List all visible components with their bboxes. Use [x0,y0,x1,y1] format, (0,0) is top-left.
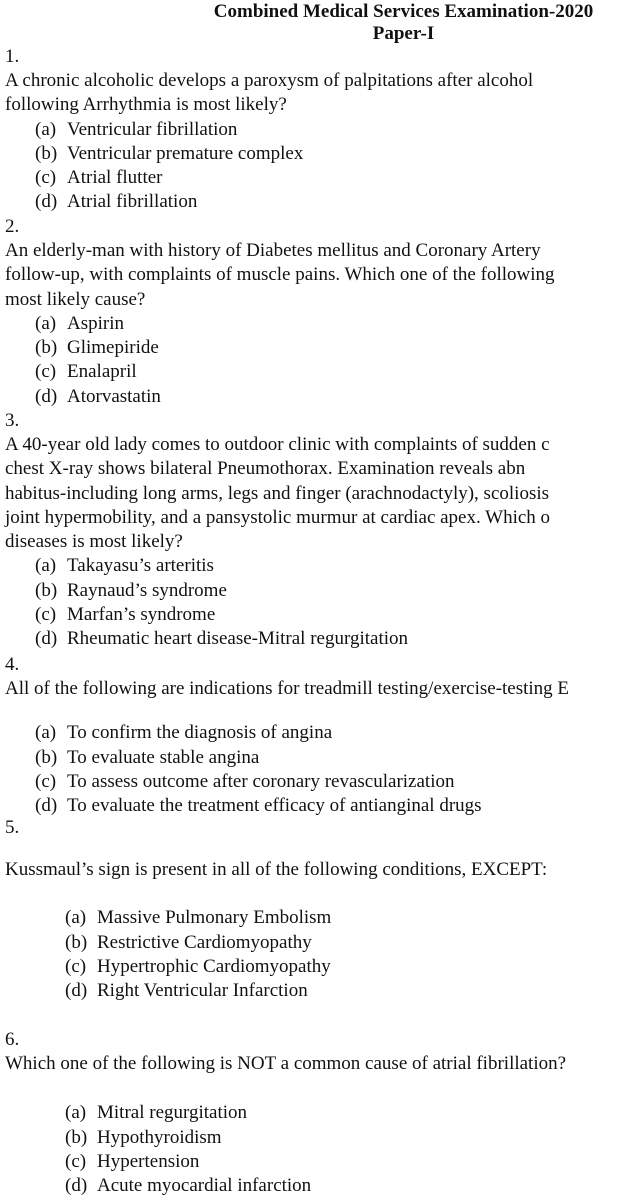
option-text: Ventricular fibrillation [67,118,238,140]
question-text-line: habitus-including long arms, legs and finger (arachnodactyly), scoliosis [5,482,550,504]
option-label: (d) [35,191,58,213]
option-text: Atrial flutter [67,167,163,189]
question-text-line: chest X-ray shows bilateral Pneumothorax. Examination reveals abn [5,458,526,480]
question-text-line: diseases is most likely? [5,531,183,553]
question-6 [5,1028,622,1198]
option-b [35,336,622,360]
option-text: Restrictive Cardiomyopathy [97,931,312,953]
option-b [35,579,622,603]
question-number: 3. [5,410,20,431]
option-b [65,1126,622,1150]
option-label: (c) [35,770,57,792]
option-text: To evaluate the treatment efficacy of antianginal drugs [67,795,482,817]
option-c [65,955,622,979]
option-text: Acute myocardial infarction [97,1175,312,1197]
option-label: (b) [35,337,58,359]
option-a [65,1101,622,1125]
option-text: Hypothyroidism [97,1126,222,1148]
question-text-line: A chronic alcoholic develops a paroxysm of palpitations after alcohol [5,70,534,91]
option-label: (a) [35,118,57,140]
question-text-line: follow-up, with complaints of muscle pains. Which one of the following [5,264,555,286]
option-text: Takayasu’s arteritis [67,555,214,577]
question-text-line: A 40-year old lady comes to outdoor clinic with complaints of sudden c [5,434,550,455]
option-text: To confirm the diagnosis of angina [67,722,333,744]
option-text: Ventricular premature complex [67,142,304,164]
option-label: (a) [65,907,87,929]
option-text: Rheumatic heart disease-Mitral regurgitation [67,628,409,650]
option-c [35,603,622,627]
question-number: 1. [5,46,20,67]
exam-title: Combined Medical Services Examination-2020 [213,1,594,22]
question-2 [5,215,622,409]
option-d [35,190,622,214]
option-label: (a) [35,722,57,744]
option-label: (d) [35,795,58,817]
option-text: Aspirin [67,312,124,334]
option-label: (b) [35,579,58,601]
question-number: 2. [5,216,20,237]
option-label: (a) [65,1102,87,1124]
option-text: Raynaud’s syndrome [67,579,227,601]
question-number: 5. [5,817,20,838]
option-text: Atrial fibrillation [67,191,198,213]
option-text: Massive Pulmonary Embolism [97,907,332,929]
question-3 [5,409,622,652]
option-d [65,979,622,1003]
question-text-line: most likely cause? [5,288,146,310]
option-label: (d) [35,628,58,650]
option-d [35,794,622,818]
option-c [35,770,622,794]
question-1 [5,45,622,215]
option-text: Atorvastatin [67,385,161,407]
option-b [35,746,622,770]
option-label: (c) [35,604,57,626]
question-5 [5,816,622,1003]
option-text: To assess outcome after coronary revascularization [67,770,455,792]
document-header [0,0,622,45]
option-label: (d) [35,385,58,407]
option-label: (c) [65,1150,87,1172]
question-text-line: joint hypermobility, and a pansystolic murmur at cardiac apex. Which o [5,506,551,528]
option-a [35,554,622,578]
question-4 [5,653,622,818]
question-text-line: An elderly-man with history of Diabetes mellitus and Coronary Artery [5,240,541,261]
option-text: Right Ventricular Infarction [97,980,308,1002]
option-text: Hypertension [97,1150,200,1172]
option-a [35,312,622,336]
option-d [35,385,622,409]
option-b [35,142,622,166]
option-a [65,906,622,930]
question-text-line: following Arrhythmia is most likely? [5,94,287,116]
option-text: Hypertrophic Cardiomyopathy [97,955,331,977]
option-label: (c) [35,167,57,189]
option-label: (a) [35,555,57,577]
option-label: (c) [65,955,87,977]
option-c [35,360,622,384]
option-label: (b) [65,931,88,953]
option-label: (b) [35,746,58,768]
paper-title: Paper-I [372,23,435,44]
option-text: Glimepiride [67,337,159,359]
option-c [35,166,622,190]
question-number: 6. [5,1029,20,1050]
option-text: Enalapril [67,361,137,383]
question-text-line: Kussmaul’s sign is present in all of the following conditions, EXCEPT: [5,859,548,880]
option-label: (d) [65,980,88,1002]
option-text: Mitral regurgitation [97,1102,248,1124]
option-text: Marfan’s syndrome [67,604,216,626]
option-label: (b) [65,1126,88,1148]
option-c [65,1150,622,1174]
option-label: (a) [35,312,57,334]
option-d [35,627,622,651]
option-text: To evaluate stable angina [67,746,260,768]
option-label: (c) [35,361,57,383]
question-text-line: Which one of the following is NOT a common cause of atrial fibrillation? [5,1053,567,1074]
option-label: (d) [65,1175,88,1197]
option-b [65,931,622,955]
option-a [35,118,622,142]
option-a [35,721,622,745]
option-d [65,1174,622,1198]
question-number: 4. [5,654,20,675]
option-label: (b) [35,142,58,164]
question-text-line: All of the following are indications for treadmill testing/exercise-testing E [5,678,570,699]
